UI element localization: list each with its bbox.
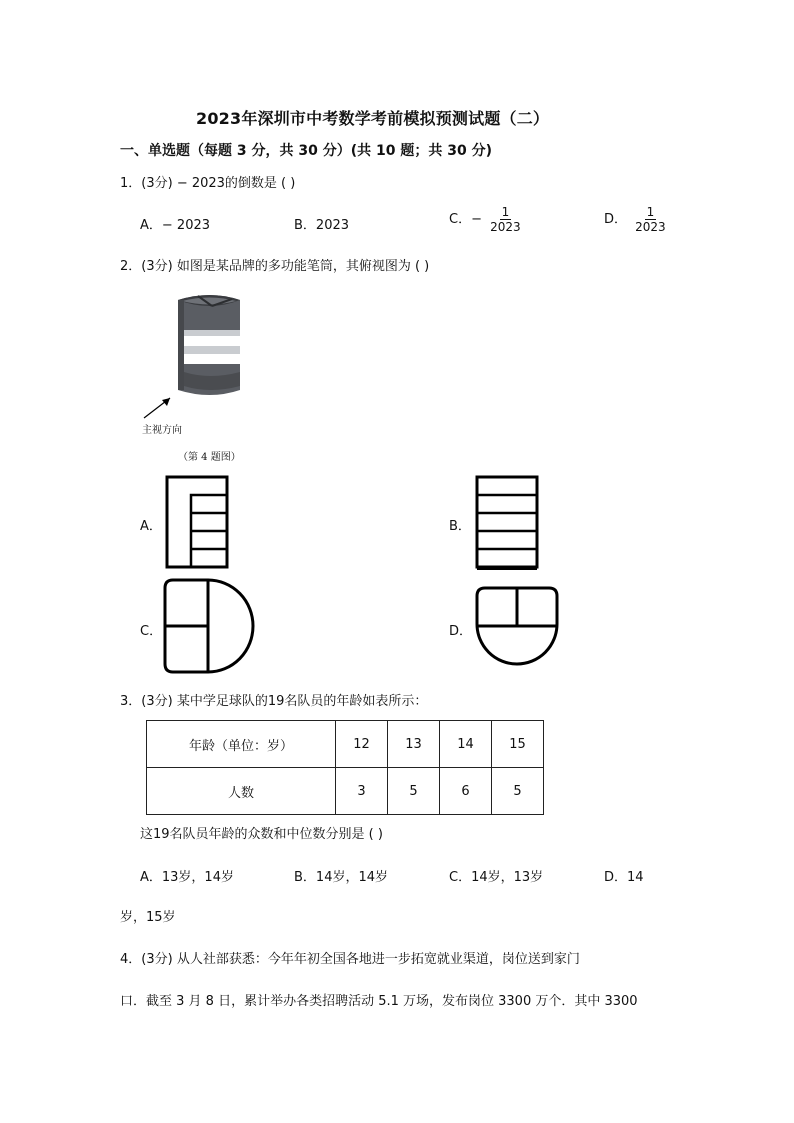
q3-option-c: C．14岁，13岁 [449,870,544,885]
fraction-numerator: 1 [501,205,510,219]
count-row-header: 人数 [147,768,336,815]
q1-option-d [604,205,668,234]
count-cell: 5 [388,768,440,815]
q1-option-c [449,205,523,234]
q1-option-c-fraction [488,205,523,234]
q2-option-c-label: C． [140,624,163,639]
fraction-numerator: 1 [646,205,655,219]
q2-option-a-label: A． [140,519,162,534]
q2-option-d-label: D． [449,624,473,639]
q3-option-b: B．14岁，14岁 [294,870,389,885]
q2-option-c-figure [163,578,255,674]
count-cell: 3 [336,768,388,815]
age-cell: 13 [388,721,440,768]
q3-option-d-continued: 岁，15岁 [120,910,176,925]
table-row [147,721,544,768]
question-2-stem: 2．(3分) 如图是某品牌的多功能笔筒，其俯视图为 ( ) [120,259,430,274]
figure-caption: （第 4 题图） [178,452,241,463]
q3-option-d: D．14 [604,870,644,885]
question-1-stem: 1．(3分) − 2023的倒数是 ( ) [120,176,296,191]
age-cell: 12 [336,721,388,768]
question-4-line-1: 4．(3分) 从人社部获悉：今年年初全国各地进一步拓宽就业渠道，岗位送到家门 [120,952,580,967]
table-row [147,768,544,815]
pen-holder-illustration [140,290,250,410]
age-table [146,720,544,815]
view-direction-label: 主视方向 [142,425,182,436]
fraction-denominator: 2023 [490,220,521,234]
q1-option-b: B．2023 [294,218,350,233]
page-title: 2023年深圳市中考数学考前模拟预测试题（二） [196,109,550,128]
age-cell: 15 [492,721,544,768]
count-cell: 5 [492,768,544,815]
section-heading: 一、单选题（每题 3 分，共 30 分）(共 10 题；共 30 分) [120,143,492,159]
q1-option-d-fraction [633,205,668,234]
q3-option-a: A．13岁，14岁 [140,870,234,885]
q1-option-a: A．− 2023 [140,218,211,233]
question-3-stem: 3．(3分) 某中学足球队的19名队员的年龄如表所示： [120,694,428,709]
q2-option-d-figure [475,586,559,668]
age-cell: 14 [440,721,492,768]
count-cell: 6 [440,768,492,815]
q2-option-b-figure [475,475,539,571]
age-row-header: 年龄（单位：岁） [147,721,336,768]
fraction-denominator: 2023 [635,220,666,234]
q1-option-d-label: D． [604,212,628,227]
q2-option-b-label: B． [449,519,471,534]
question-4-line-2: 口．截至 3 月 8 日，累计举办各类招聘活动 5.1 万场，发布岗位 3300 万个．其中 3300 [120,994,638,1009]
q1-option-c-label: C．− [449,212,482,227]
q2-option-a-figure [165,475,229,569]
question-3-prompt: 这19名队员年龄的众数和中位数分别是 ( ) [140,827,383,842]
